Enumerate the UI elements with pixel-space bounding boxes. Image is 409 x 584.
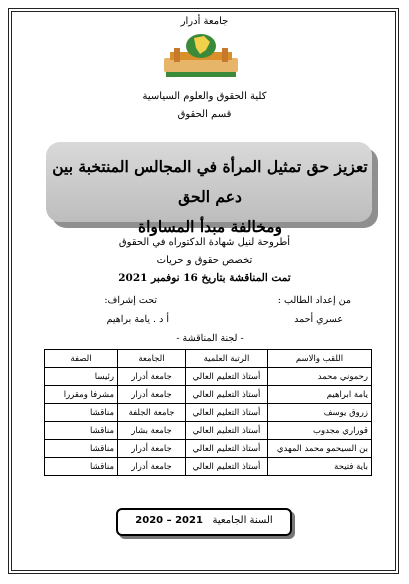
table-row [45,440,372,458]
jury-member-rank: أستاذ التعليم العالي [186,404,268,422]
jury-member-rank: أستاذ التعليم العالي [186,458,268,476]
header-name: اللقب والاسم [268,350,372,368]
academic-year-value: 2020 – 2021 [135,515,203,526]
jury-member-role: مناقشا [45,458,118,476]
faculty-name: كلية الحقوق والعلوم السياسية [142,91,267,102]
student-name: عسري أحمد [294,314,343,325]
university-name: جامعة أدرار [180,16,229,27]
jury-member-name: زروق يوسف [268,404,372,422]
header-university: الجامعة [118,350,186,368]
jury-member-role: مناقشا [45,404,118,422]
jury-member-rank: أستاذ التعليم العالي [186,440,268,458]
jury-member-university: جامعة الجلفة [118,404,186,422]
jury-member-university: جامعة أدرار [118,368,186,386]
jury-member-name: رحموني محمد [268,368,372,386]
table-row [45,386,372,404]
jury-member-university: جامعة بشار [118,422,186,440]
jury-header-row [45,350,372,368]
supervisor-name: أ د . يامة براهيم [106,314,169,325]
supervisor-label: تحت إشراف: [104,295,157,306]
degree-statement: أطروحة لنيل شهادة الدكتوراه في الحقوق [118,237,291,248]
jury-member-name: يامة ابراهيم [268,386,372,404]
header-role: الصفة [45,350,118,368]
defense-date: تمت المناقشة بتاريخ 16 نوفمبر 2021 [118,272,291,284]
jury-member-university: جامعة أدرار [118,440,186,458]
table-row [45,422,372,440]
table-row [45,458,372,476]
jury-member-name: بن السيحمو محمد المهدي [268,440,372,458]
thesis-title-line-2: ومخالفة مبدأ المساواة [137,217,283,236]
table-row [45,404,372,422]
jury-member-role: مناقشا [45,422,118,440]
student-label: من إعداد الطالب : [277,295,351,306]
jury-member-rank: أستاذ التعليم العالي [186,368,268,386]
jury-member-role: رئيسا [45,368,118,386]
jury-member-rank: أستاذ التعليم العالي [186,386,268,404]
jury-table [44,349,372,476]
jury-member-role: مشرفا ومقررا [45,386,118,404]
jury-member-rank: أستاذ التعليم العالي [186,422,268,440]
jury-member-role: مناقشا [45,440,118,458]
jury-title: - لجنة المناقشة - [176,333,244,344]
thesis-title-line-1: تعزيز حق تمثيل المرأة في المجالس المنتخبة بين دعم الحق [52,157,368,206]
university-logo-icon [160,28,242,80]
table-row [45,368,372,386]
department-name: قسم الحقوق [177,109,232,120]
jury-member-university: جامعة أدرار [118,458,186,476]
academic-year-label: السنة الجامعية [212,515,273,526]
jury-member-name: باية فتيحة [268,458,372,476]
jury-member-university: جامعة أدرار [118,386,186,404]
jury-member-name: قوراري مجدوب [268,422,372,440]
academic-year [116,515,292,526]
header-rank: الرتبة العلمية [186,350,268,368]
specialty: تخصص حقوق و حريات [156,255,253,266]
thesis-title [52,152,368,242]
